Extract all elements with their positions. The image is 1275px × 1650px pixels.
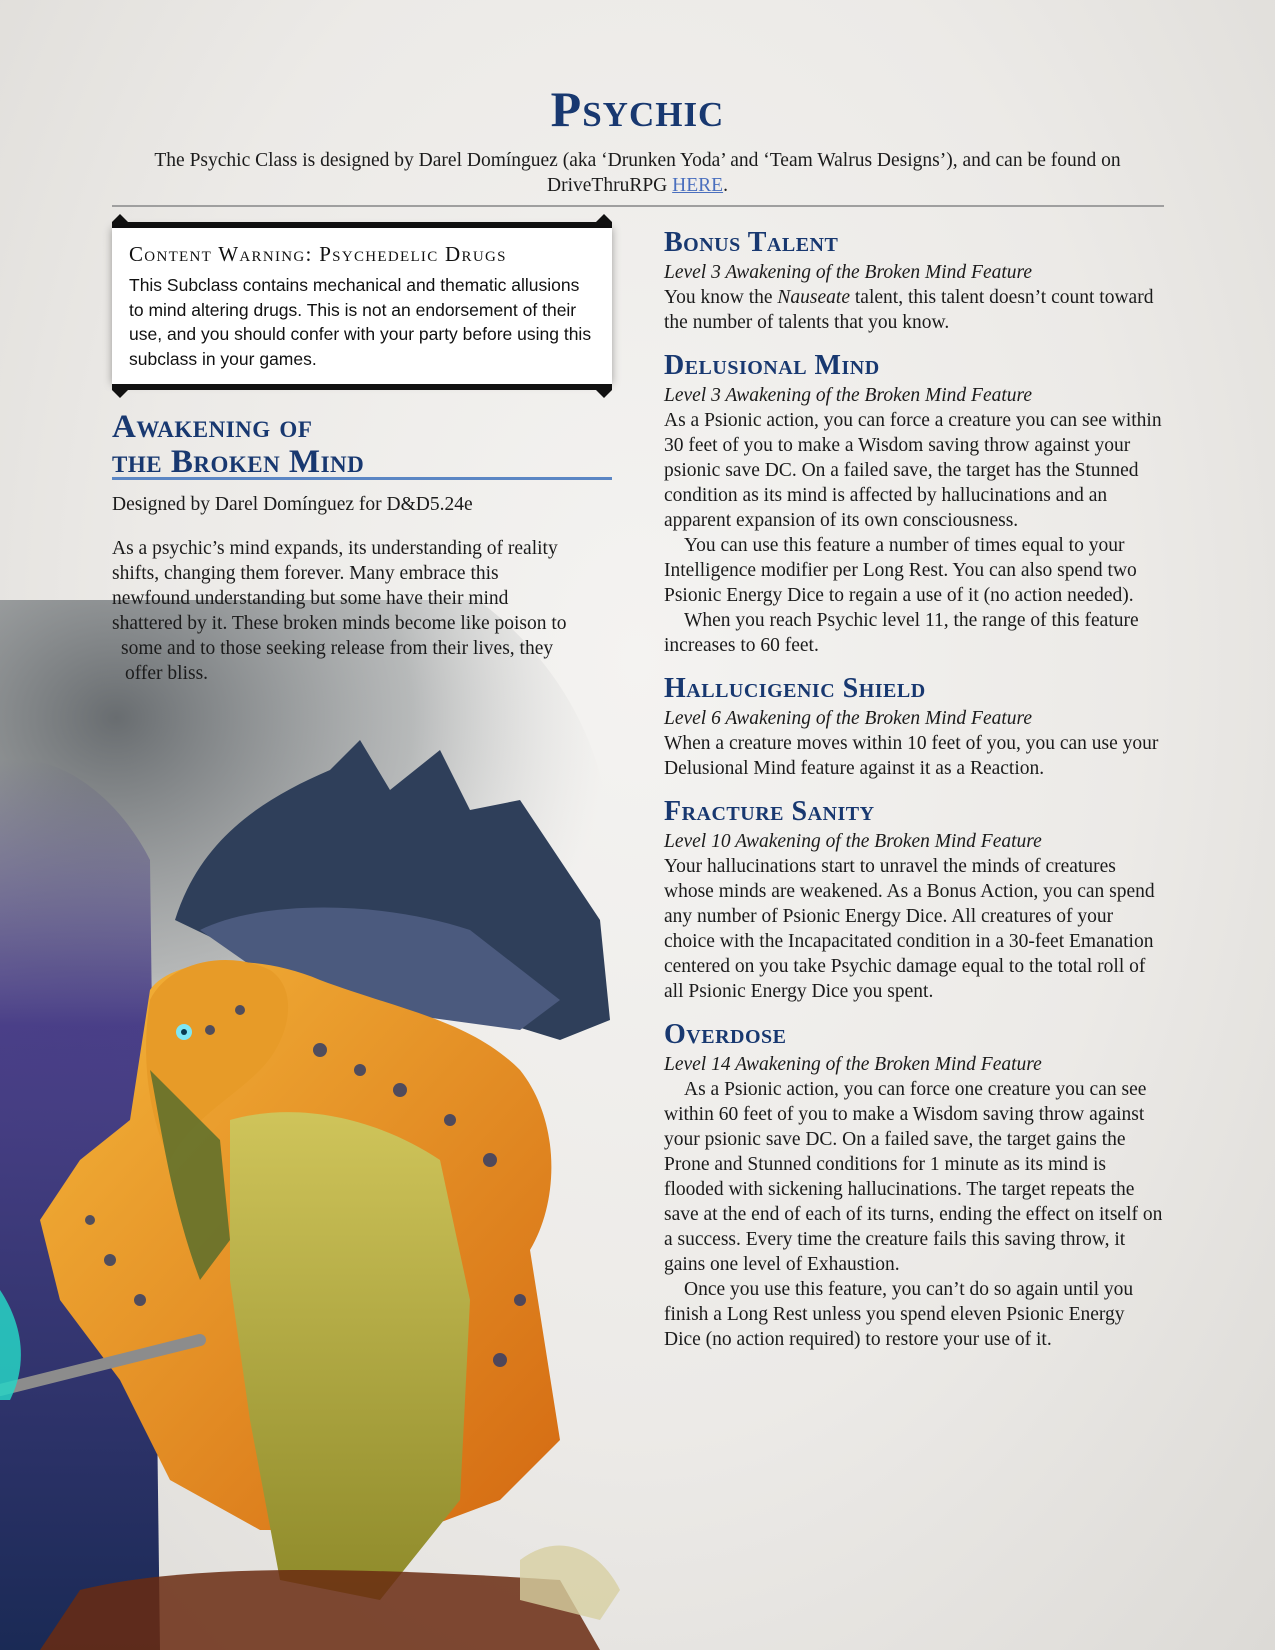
page-title: Psychic: [550, 81, 725, 137]
feature-level: Level 10 Awakening of the Broken Mind Feature: [664, 831, 1042, 852]
intro-period: .: [723, 175, 728, 196]
subclass-title: [112, 410, 612, 480]
talent-name: Nauseate: [777, 287, 850, 308]
feature-text: [664, 285, 1164, 335]
feature-title: Overdose: [664, 1019, 787, 1050]
designer-credit: Designed by Darel Domínguez for D&D5.24e: [112, 494, 473, 515]
feature-text-part: You know the: [664, 287, 778, 308]
feature-level: Level 3 Awakening of the Broken Mind Feature: [664, 262, 1033, 283]
feature-bonus-talent: [664, 226, 1164, 335]
feature-text: As a Psionic action, you can force one creature you can see within 60 feet of you to make a Wisdom saving throw against your psionic save DC. On a failed save, the target gains the Prone and Stunned conditions for 1 minute as its mind is flooded with sickening hallucinations. The target repeats the save at the end of each of its turns, ending the effect on itself on a success. Every time the creature fails this saving throw, it gains one level of Exhaustion.: [664, 1079, 1163, 1275]
feature-overdose: [664, 1018, 1164, 1352]
warning-corner: [596, 214, 612, 222]
intro-line: shifts, changing them forever. Many embrace this: [112, 563, 499, 584]
feature-text-part: talent, this talent doesn’t count toward the number of talents that you know.: [664, 287, 1154, 333]
feature-text: When a creature moves within 10 feet of you, you can use your Delusional Mind feature against it as a Reaction.: [664, 733, 1159, 779]
warning-corner: [112, 390, 128, 398]
intro-sentence: The Psychic Class is designed by Darel Domínguez (aka ‘Drunken Yoda’ and ‘Team Walrus Designs’), and can be found on DriveThruRPG: [154, 150, 1121, 196]
feature-hallucigenic-shield: [664, 672, 1164, 781]
feature-level: Level 14 Awakening of the Broken Mind Feature: [664, 1054, 1042, 1075]
subclass-title-line1: Awakening of: [112, 409, 313, 445]
subclass-title-line2: the Broken Mind: [112, 444, 365, 480]
feature-text: Your hallucinations start to unravel the minds of creatures whose minds are weakened. As a Bonus Action, you can spend any number of Psionic Energy Dice. All creatures of your choice with the Incapacitated condition in a 30-feet Emanation centered on you take Psychic damage equal to the total roll of all Psionic Energy Dice you spent.: [664, 856, 1155, 1002]
feature-text: You can use this feature a number of times equal to your Intelligence modifier per Long Rest. You can also spend two Psionic Energy Dice to regain a use of it (no action needed).: [664, 535, 1137, 606]
feature-title: Delusional Mind: [664, 350, 880, 381]
warning-corner: [596, 390, 612, 398]
warning-text: This Subclass contains mechanical and thematic allusions to mind altering drugs. This is not an endorsement of their use, and you should confer with your party before using this subclass in your games.: [129, 275, 592, 369]
feature-level: Level 6 Awakening of the Broken Mind Feature: [664, 708, 1033, 729]
intro-line: shattered by it. These broken minds become like poison to: [112, 613, 567, 634]
intro-line: some and to those seeking release from their lives, they: [121, 638, 554, 659]
features-column: [664, 226, 1164, 1366]
warning-corner: [112, 214, 128, 222]
warning-body: [112, 228, 612, 384]
feature-title: Fracture Sanity: [664, 796, 875, 827]
intro-line: newfound understanding but some have their mind: [112, 588, 509, 609]
feature-level: Level 3 Awakening of the Broken Mind Feature: [664, 385, 1033, 406]
feature-text: When you reach Psychic level 11, the range of this feature increases to 60 feet.: [664, 610, 1139, 656]
feature-fracture-sanity: [664, 795, 1164, 1004]
feature-title: Bonus Talent: [664, 227, 839, 258]
feature-text: Once you use this feature, you can’t do so again until you finish a Long Rest unless you spend eleven Psionic Energy Dice (no action required) to restore your use of it.: [664, 1279, 1134, 1350]
feature-title: Hallucigenic Shield: [664, 673, 926, 704]
warning-bottom-bar: [112, 384, 612, 390]
subclass-title-underline: [112, 477, 612, 480]
subclass-intro: [112, 536, 614, 686]
intro-line: offer bliss.: [125, 663, 209, 684]
here-link[interactable]: HERE: [672, 175, 724, 196]
content-warning-box: [112, 222, 612, 390]
feature-delusional-mind: [664, 349, 1164, 658]
creature-illustration: [0, 600, 720, 1650]
header-divider: [112, 205, 1164, 207]
intro-line: As a psychic’s mind expands, its understanding of reality: [112, 538, 558, 559]
feature-text: As a Psionic action, you can force a creature you can see within 30 feet of you to make a Wisdom saving throw against your psionic save DC. On a failed save, the target has the Stunned condition as its mind is affected by hallucinations and an apparent expansion of its own consciousness.: [664, 410, 1162, 531]
warning-title: Content Warning: Psychedelic Drugs: [129, 242, 507, 266]
intro-text: [120, 148, 1155, 198]
